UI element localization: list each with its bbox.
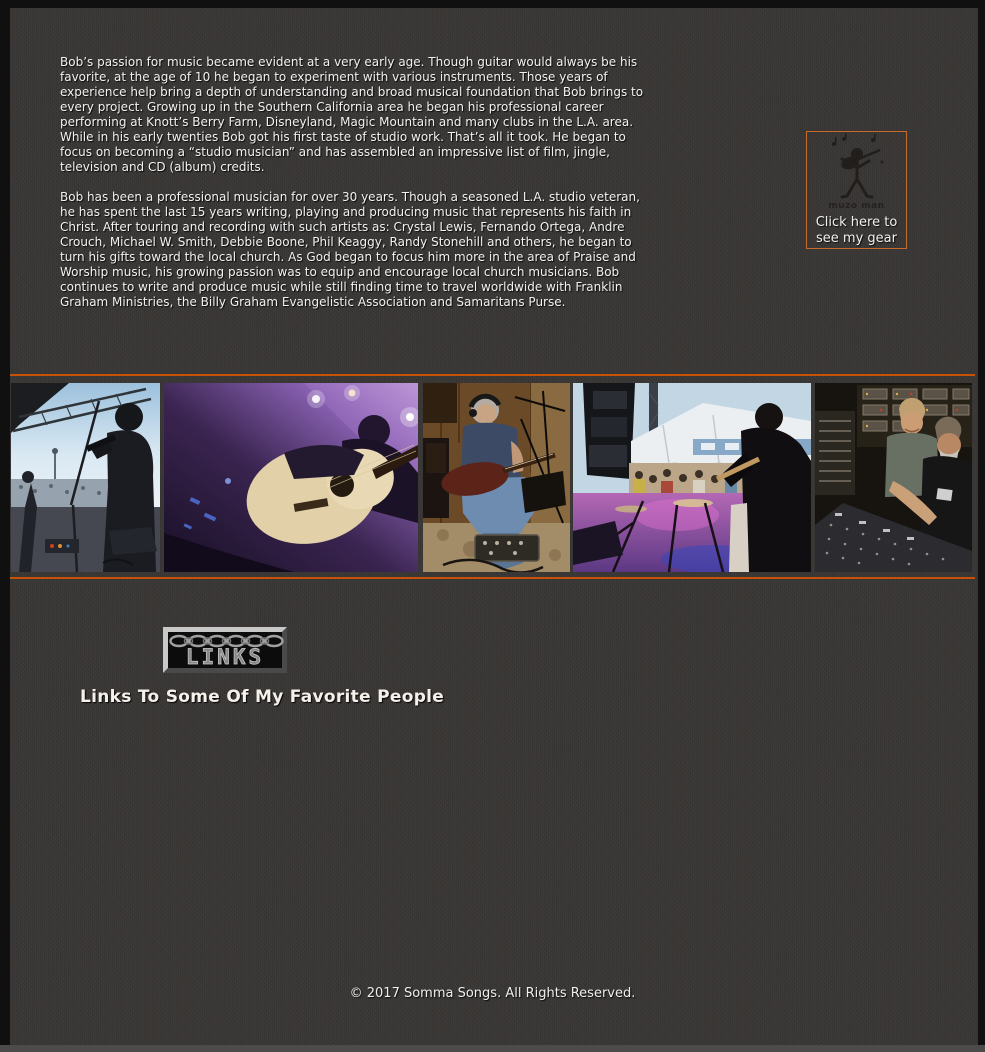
- photo-studio-guitarist-headphones: [423, 383, 570, 572]
- gear-link-box[interactable]: [806, 131, 907, 249]
- bottom-edge-strip: [0, 1045, 985, 1052]
- links-logo-text: LINKS: [185, 645, 265, 669]
- photo-outdoor-stage-guitarist: [11, 383, 160, 572]
- gear-link-label-line2: see my gear: [816, 231, 897, 246]
- bio-paragraph-1: Bob’s passion for music became evident at a very early age. Though guitar would always be his favorite, at the age of 10 he began to experiment with various instruments. Those years of experience help bring a depth of understanding and broad musical foundation that Bob brings to every project. Growing up in the Southern California area he began his professional career performing at Knott’s Berry Farm, Disneyland, Magic Mountain and many clubs in the L.A. area. While in his early twenties Bob got his first taste of studio work. That’s all it took. He began to focus on becoming a “studio musician” and has assembled an impressive list of film, jingle, television and CD (album) credits.: [60, 55, 644, 174]
- divider-top: [10, 374, 975, 376]
- divider-bottom: [10, 577, 975, 579]
- bio-paragraph-2: Bob has been a professional musician for over 30 years. Though a seasoned L.A. studio veteran, he has spent the last 15 years writing, playing and producing music that represents his faith in Christ. After touring and recording with such artists as: Crystal Lewis, Fernando Ortega, Andre Crouch, Michael W. Smith, Debbie Boone, Phil Keaggy, Randy Stonehill and others, he began to turn his gifts toward the local church. As God began to focus him more in the area of Praise and Worship music, his growing passion was to equip and encourage local church musicians. Bob continues to write and produce music while still finding time to travel worldwide with Franklin Graham Ministries, the Billy Graham Evangelistic Association and Samaritans Purse.: [60, 190, 640, 309]
- gear-link-label-line1: Click here to: [815, 215, 898, 230]
- links-logo[interactable]: [163, 627, 287, 673]
- bio-section: [60, 55, 652, 325]
- photo-acoustic-guitar-purple-lights: [164, 383, 418, 572]
- footer-copyright: © 2017 Somma Songs. All Rights Reserved.: [349, 986, 636, 1001]
- gear-link-label[interactable]: [816, 215, 898, 247]
- photo-festival-tent-crowd: [573, 383, 811, 572]
- muzo-man-guitarist-icon: [818, 132, 896, 210]
- links-caption: Links To Some Of My Favorite People: [80, 687, 445, 707]
- photo-mixing-console-engineers: [815, 383, 972, 572]
- muzo-man-caption: muzo man: [828, 201, 885, 211]
